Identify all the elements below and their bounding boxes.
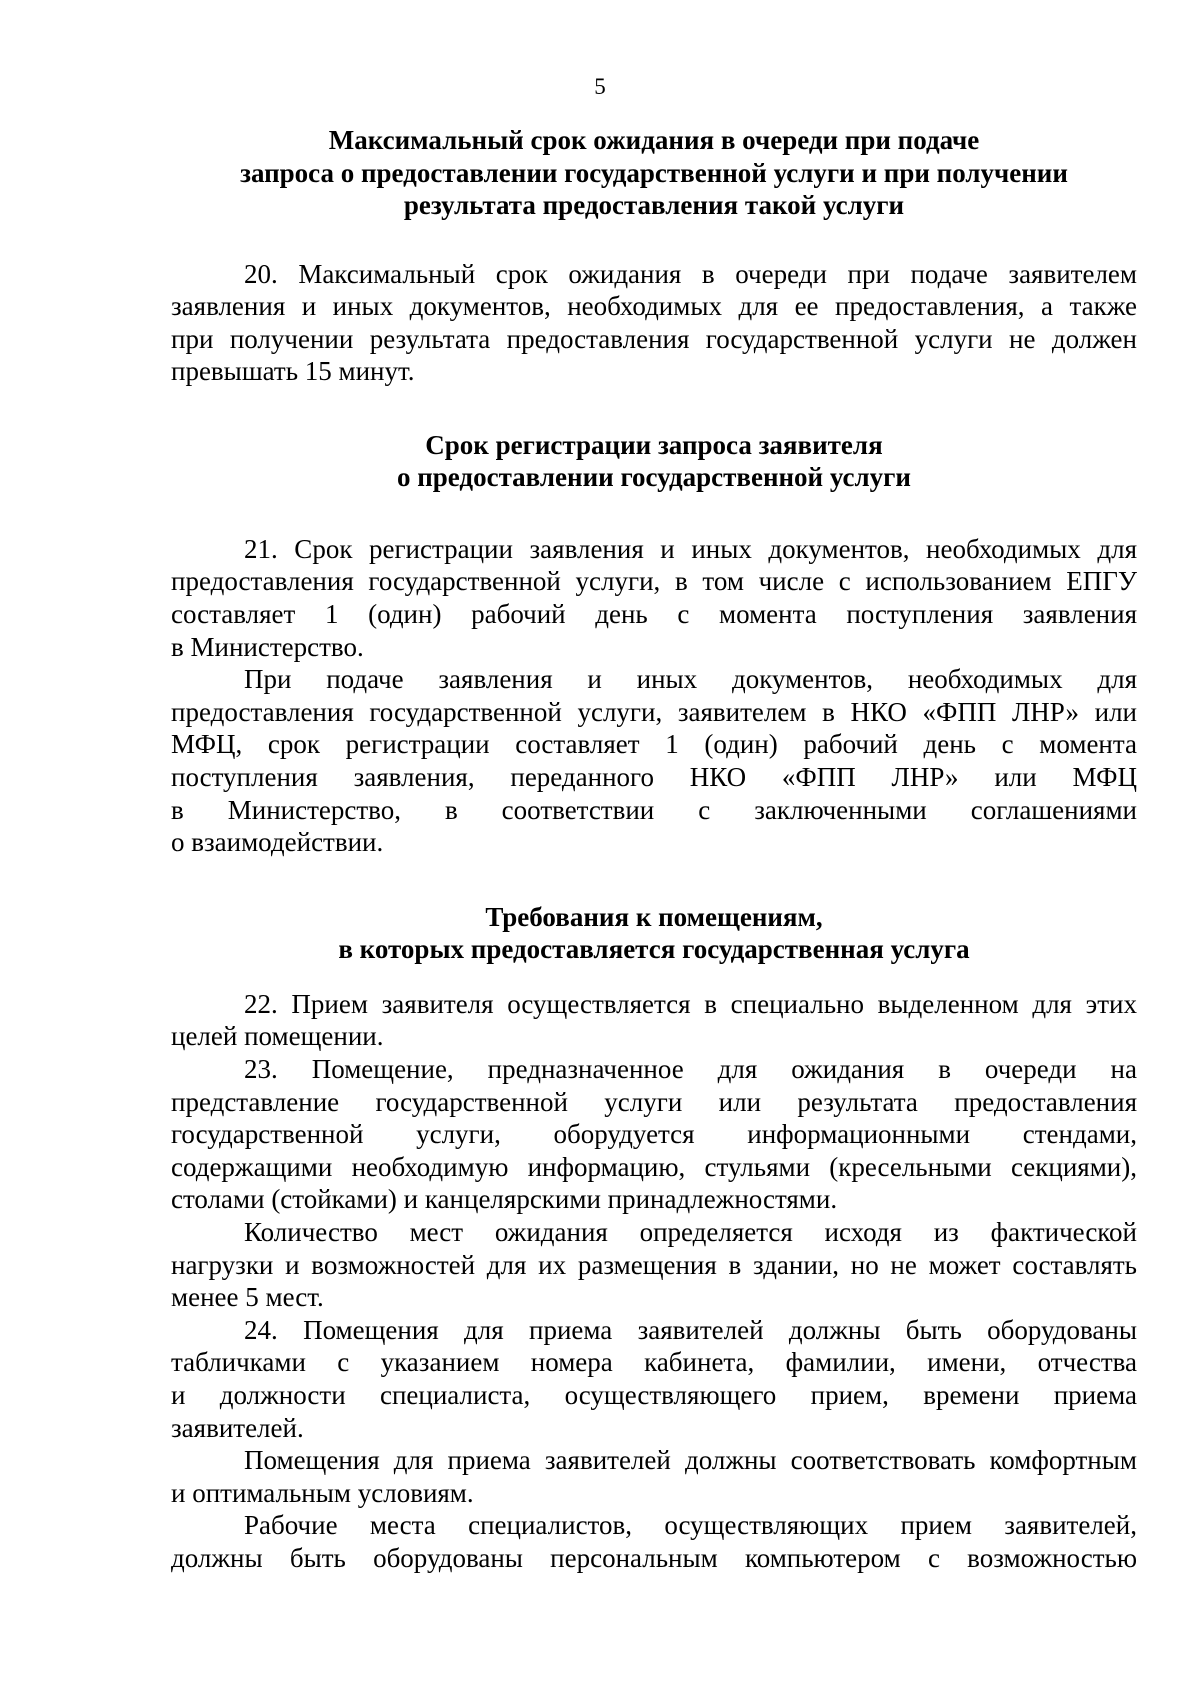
paragraph-21	[171, 533, 1137, 663]
text-line: При подаче заявления и иных документов, необходимых для	[244, 664, 1137, 695]
page-number: 5	[594, 74, 606, 99]
heading-line: о предоставлении государственной услуги	[396, 462, 911, 493]
text-line: должны быть оборудованы персональным компьютером с возможностью	[171, 1542, 1137, 1573]
section-heading-max-wait-time	[171, 124, 1137, 222]
text-line: 22. Прием заявителя осуществляется в специально выделенном для этих	[244, 988, 1137, 1019]
heading-line: результата предоставления такой услуги	[403, 190, 905, 220]
paragraph-23	[171, 1053, 1137, 1216]
heading-line: в которых предоставляется государственная услуга	[338, 934, 970, 965]
paragraph-24-workplaces	[171, 1509, 1137, 1574]
text-line: предоставления государственной услуги, заявителем в НКО «ФПП ЛНР» или	[171, 696, 1137, 727]
text-line: МФЦ, срок регистрации составляет 1 (один) рабочий день с момента	[171, 729, 1137, 760]
text-line: при получении результата предоставления государственной услуги не должен	[171, 323, 1137, 354]
heading-line: Максимальный срок ожидания в очереди при подаче	[328, 125, 980, 155]
text-line: Количество мест ожидания определяется исходя из фактической	[244, 1216, 1137, 1247]
text-line: в Министерство.	[171, 631, 364, 662]
paragraph-24	[171, 1314, 1137, 1444]
heading-line: Требования к помещениям,	[485, 901, 823, 932]
text-line: нагрузки и возможностей для их размещения в здании, но не может составлять	[171, 1249, 1137, 1280]
text-line: менее 5 мест.	[171, 1282, 324, 1313]
paragraph-24-comfort	[171, 1444, 1137, 1509]
text-line: о взаимодействии.	[171, 827, 384, 858]
text-line: предоставления государственной услуги, в том числе с использованием ЕПГУ	[171, 566, 1137, 597]
text-line: содержащими необходимую информацию, стульями (кресельными секциями),	[171, 1151, 1137, 1182]
text-line: 21. Срок регистрации заявления и иных документов, необходимых для	[244, 533, 1137, 564]
document-body	[171, 124, 1137, 1575]
paragraph-21-submission	[171, 663, 1137, 859]
text-line: и должности специалиста, осуществляющего прием, времени приема	[171, 1379, 1137, 1410]
text-line: 20. Максимальный срок ожидания в очереди при подаче заявителем	[244, 258, 1137, 289]
text-line: табличками с указанием номера кабинета, фамилии, имени, отчества	[171, 1347, 1137, 1378]
paragraph-20	[171, 258, 1137, 388]
text-line: превышать 15 минут.	[171, 356, 415, 387]
text-line: и оптимальным условиям.	[171, 1477, 474, 1508]
text-line: Рабочие места специалистов, осуществляющих прием заявителей,	[244, 1510, 1137, 1541]
section-heading-registration-term	[171, 429, 1137, 494]
text-line: заявителей.	[171, 1412, 304, 1443]
text-line: столами (стойками) и канцелярскими принадлежностями.	[171, 1184, 838, 1215]
paragraph-23-seats	[171, 1216, 1137, 1314]
text-line: поступления заявления, переданного НКО «ФПП ЛНР» или МФЦ	[171, 762, 1137, 793]
text-line: государственной услуги, оборудуется информационными стендами,	[171, 1119, 1137, 1150]
text-line: Помещения для приема заявителей должны соответствовать комфортным	[244, 1445, 1137, 1476]
text-line: целей помещении.	[171, 1021, 384, 1052]
text-line: заявления и иных документов, необходимых для ее предоставления, а также	[171, 291, 1137, 322]
section-heading-premises-requirements	[171, 901, 1137, 966]
paragraph-22	[171, 988, 1137, 1053]
text-line: 24. Помещения для приема заявителей должны быть оборудованы	[244, 1314, 1137, 1345]
text-line: представление государственной услуги или результата предоставления	[171, 1086, 1137, 1117]
text-line: 23. Помещение, предназначенное для ожидания в очереди на	[244, 1054, 1137, 1084]
heading-line: Срок регистрации запроса заявителя	[425, 429, 883, 460]
text-line: в Министерство, в соответствии с заключенными соглашениями	[171, 794, 1137, 825]
text-line: составляет 1 (один) рабочий день с момента поступления заявления	[171, 599, 1137, 630]
heading-line: запроса о предоставлении государственной услуги и при получении	[240, 157, 1068, 188]
